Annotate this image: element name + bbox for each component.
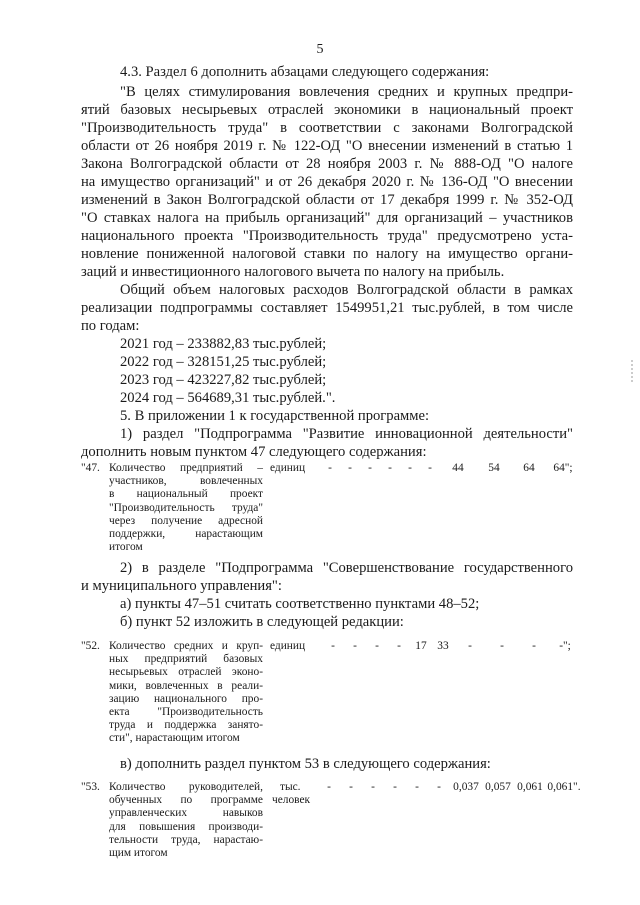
row52-desc-line: екта "Производительность <box>109 706 263 719</box>
row47-value: - <box>348 462 352 474</box>
row53-value: 0,037 <box>453 781 479 793</box>
row47-unit: единиц <box>270 462 306 474</box>
row52-value: - <box>331 640 335 652</box>
year-line: 2024 год – 564689,31 тыс.рублей.". <box>120 390 336 406</box>
row47-desc-line: через получение адресной <box>109 514 263 527</box>
item1-line: 1) раздел "Подпрограмма "Развитие инновационной деятельности" <box>120 426 573 442</box>
row53-desc-line: управленческих навыков <box>109 807 263 820</box>
row53-desc-line: тельности труда, нарастаю- <box>109 833 263 846</box>
row53-desc-line: обученных по программе <box>109 794 263 807</box>
row47-value: 64 <box>523 462 535 474</box>
row52-description <box>109 640 263 746</box>
para1-line: изменений в Закон Волгоградской области от 17 декабря 1999 г. № 352-ОД <box>81 192 573 208</box>
row53-description <box>109 781 263 860</box>
item2-line: 2) в разделе "Подпрограмма "Совершенствование государственного <box>120 560 573 576</box>
row47-value: - <box>368 462 372 474</box>
row47-value: - <box>328 462 332 474</box>
para1-line: Закона Волгоградской области от 28 ноября 2003 г. № 888-ОД "О налоге <box>81 156 573 172</box>
item2c-line: в) дополнить раздел пунктом 53 в следующего содержания: <box>120 756 491 772</box>
row52-value: -"; <box>559 640 571 652</box>
row47-desc-line: "Производительность труда" <box>109 501 263 514</box>
para1-line: ятий базовых несырьевых отраслей экономики в национальный проект <box>81 102 573 118</box>
year-line: 2022 год – 328151,25 тыс.рублей; <box>120 354 327 370</box>
row47-desc-line: участников, вовлеченных <box>109 475 263 488</box>
item2b-line: б) пункт 52 изложить в следующей редакции: <box>120 614 404 630</box>
row52-desc-line: Количество средних и круп- <box>109 640 263 652</box>
item1-line: дополнить новым пунктом 47 следующего содержания: <box>81 444 427 460</box>
row53-value: - <box>349 781 353 793</box>
row52-values <box>322 640 580 653</box>
row52-desc-line: сти", нарастающим итогом <box>109 732 240 745</box>
row52-value: - <box>468 640 472 652</box>
section-heading-4-3: 4.3. Раздел 6 дополнить абзацами следующего содержания: <box>120 64 490 80</box>
row52-value: - <box>500 640 504 652</box>
margin-mark <box>630 360 634 384</box>
row47-desc-line: итогом <box>109 541 143 554</box>
para1-line: на имущество организаций" и от 26 декабря 2020 г. № 136-ОД "О внесении <box>81 174 573 190</box>
row53-desc-line: для повышения производи- <box>109 820 263 833</box>
row47-desc-line: в национальный проект <box>109 488 263 501</box>
row53-number: "53. <box>81 781 100 793</box>
row53-unit: тыс. <box>280 781 301 793</box>
row52-desc-line: труда и поддержка занято- <box>109 719 263 732</box>
row53-value: - <box>393 781 397 793</box>
row52-value: 33 <box>437 640 449 652</box>
row47-value: - <box>408 462 412 474</box>
item2-line: и муниципального управления": <box>81 578 282 594</box>
para1-line: "Производительность труда" в соответствии с законами Волгоградской <box>81 120 573 136</box>
para1-line: заций и инвестиционного налогового вычета по налогу на прибыль. <box>81 264 505 280</box>
row52-value: - <box>532 640 536 652</box>
para1-line: новление пониженной налоговой ставки по налогу на имущество органи- <box>81 246 573 262</box>
row47-value: - <box>388 462 392 474</box>
row53-value: - <box>371 781 375 793</box>
row47-value: - <box>428 462 432 474</box>
page-number: 5 <box>316 42 324 57</box>
row53-unit: человек <box>272 794 311 806</box>
section-heading-5: 5. В приложении 1 к государственной программе: <box>120 408 430 424</box>
row47-values <box>320 462 580 475</box>
row53-value: - <box>437 781 441 793</box>
row52-value: 17 <box>415 640 427 652</box>
para1-line: "В целях стимулирования вовлечения средних и крупных предпри- <box>120 84 573 100</box>
para2-line: по годам: <box>81 318 140 334</box>
row52-unit: единиц <box>270 640 306 652</box>
row52-desc-line: зацию национального про- <box>109 692 263 705</box>
row47-value: 44 <box>452 462 464 474</box>
para2-line: реализации подпрограммы составляет 1549951,21 тыс.рублей, в том числе <box>81 300 573 316</box>
row52-value: - <box>397 640 401 652</box>
row52-number: "52. <box>81 640 100 652</box>
row52-desc-line: ных предприятий базовых <box>109 653 263 666</box>
row53-desc-line: Количество руководителей, <box>109 781 263 793</box>
para1-line: "О ставках налога на прибыль организаций" для организаций – участников <box>81 210 573 226</box>
row53-value: 0,061". <box>547 781 581 793</box>
row53-value: 0,057 <box>485 781 511 793</box>
row52-value: - <box>353 640 357 652</box>
row47-value: 64"; <box>553 462 573 474</box>
row47-number: "47. <box>81 462 100 474</box>
row53-value: - <box>327 781 331 793</box>
row53-desc-line: щим итогом <box>109 847 168 860</box>
para1-line: области от 26 ноября 2019 г. № 122-ОД "О внесении изменений в статью 1 <box>81 138 573 154</box>
row53-value: - <box>415 781 419 793</box>
row52-desc-line: несырьевых отраслей эконо- <box>109 666 263 679</box>
para2-line: Общий объем налоговых расходов Волгоградской области в рамках <box>120 282 573 298</box>
row47-description <box>109 462 263 554</box>
row52-value: - <box>375 640 379 652</box>
row53-value: 0,061 <box>517 781 543 793</box>
year-line: 2021 год – 233882,83 тыс.рублей; <box>120 336 327 352</box>
row53-values <box>318 781 582 794</box>
para1-line: национального проекта "Производительность труда" предусмотрено уста- <box>81 228 573 244</box>
row52-desc-line: мики, вовлеченных в реали- <box>109 679 263 692</box>
row47-desc-line: поддержки, нарастающим <box>109 528 263 541</box>
item2a-line: а) пункты 47–51 считать соответственно пунктами 48–52; <box>120 596 480 612</box>
row47-desc-line: Количество предприятий – <box>109 462 263 474</box>
row47-value: 54 <box>488 462 500 474</box>
year-line: 2023 год – 423227,82 тыс.рублей; <box>120 372 327 388</box>
